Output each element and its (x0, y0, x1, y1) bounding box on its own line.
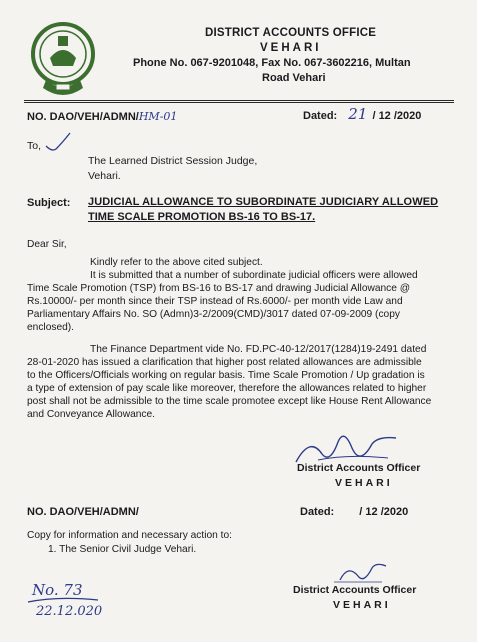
paragraph-2-line: enclosed). (27, 322, 75, 333)
handwritten-tick-mark (44, 130, 74, 154)
paragraph-2-line: Rs.10000/- per month since their TSP instead of Rs.6000/- per month vide Law and (27, 296, 403, 307)
copy-intro: Copy for information and necessary action to: (27, 530, 232, 541)
office-phone-fax: Phone No. 067-9201048, Fax No. 067-3602216, Multan (133, 57, 411, 69)
dated-label: Dated: (303, 110, 338, 122)
copy-reference-number: NO. DAO/VEH/ADMN/ (27, 506, 139, 518)
handwritten-diary-number: No. 73 (32, 581, 83, 599)
dated-line (303, 105, 421, 123)
copy-list-item: 1. The Senior Civil Judge Vehari. (48, 544, 197, 555)
paragraph-3-line: a type of extension of pay scale like moreover, therefore the allowances related to higher (27, 383, 427, 394)
paragraph-3-line: and Conveyance Allowance. (27, 409, 155, 420)
paragraph-3-line: The Finance Department vide No. FD.PC-40-12/2017(1284)19-2491 dated (90, 344, 427, 355)
paragraph-2-line: It is submitted that a number of subordinate judicial officers were allowed (90, 270, 418, 281)
header-divider-double (24, 102, 454, 103)
reference-number (27, 110, 177, 123)
reference-number-label: NO. DAO/VEH/ADMN/ (27, 111, 139, 123)
paragraph-2-line: Parliamentary Affairs No. SO (Admn)3-2/2009(CMD)/3017 dated 07-09-2009 (copy (27, 309, 400, 320)
office-name: DISTRICT ACCOUNTS OFFICE (205, 27, 377, 39)
punjab-government-logo (28, 18, 98, 100)
paragraph-3-line: 28-01-2020 has issued a clarification that higher post related allowances are admissible (27, 357, 422, 368)
signature-2-city: VEHARI (333, 599, 391, 611)
office-city: VEHARI (260, 42, 322, 54)
signature-1-city: VEHARI (335, 477, 393, 489)
subject-line-2: TIME SCALE PROMOTION BS-16 TO BS-17. (88, 211, 316, 223)
signature-2-title: District Accounts Officer (293, 584, 417, 596)
office-address: Road Vehari (262, 72, 326, 84)
salutation: Dear Sir, (27, 239, 67, 250)
paragraph-3-line: post shall not be admissible to the time scale promotee except like House Rent Allowance (27, 396, 432, 407)
signature-1-title: District Accounts Officer (297, 462, 421, 474)
header-divider (24, 100, 454, 101)
copy-dated-value: / 12 /2020 (359, 506, 409, 518)
paragraph-3-line: to the Officers/Officials working on regular basis. Time Scale Promotion / Up gradation is (27, 370, 425, 381)
subject-label: Subject: (27, 197, 71, 209)
handwritten-diary-date: 22.12.020 (36, 604, 103, 619)
recipient-line-1: The Learned District Session Judge, (88, 155, 258, 167)
to-label: To, (27, 140, 42, 152)
paragraph-1: Kindly refer to the above cited subject. (90, 257, 263, 268)
dated-month-year: / 12 /2020 (372, 110, 422, 122)
subject-line-1: JUDICIAL ALLOWANCE TO SUBORDINATE JUDICIARY ALLOWED (88, 196, 439, 208)
copy-dated-label: Dated: (300, 506, 335, 518)
recipient-line-2: Vehari. (88, 170, 121, 182)
copy-dated (300, 506, 408, 518)
handwritten-reference: HM-01 (138, 110, 178, 123)
paragraph-2-line: Time Scale Promotion (TSP) from BS-16 to BS-17 and drawing Judicial Allowance @ (27, 283, 411, 294)
handwritten-day: 21 (348, 105, 368, 123)
